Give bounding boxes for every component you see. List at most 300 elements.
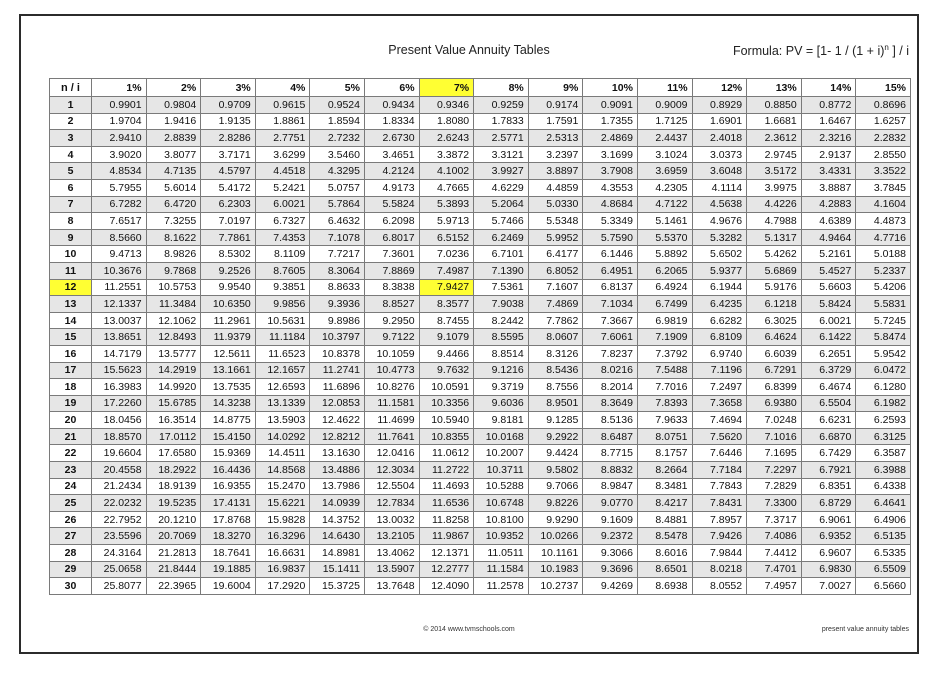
value-cell: 8.6501 xyxy=(637,561,692,578)
value-cell: 10.5940 xyxy=(419,412,474,429)
value-cell: 8.6016 xyxy=(637,545,692,562)
value-cell: 7.5620 xyxy=(692,428,747,445)
value-cell: 6.2065 xyxy=(637,262,692,279)
table-row xyxy=(50,561,911,578)
value-cell: 10.6748 xyxy=(474,495,529,512)
value-cell: 6.4951 xyxy=(583,262,638,279)
value-cell: 25.8077 xyxy=(92,578,147,595)
value-cell: 7.3300 xyxy=(747,495,802,512)
value-cell: 12.7834 xyxy=(364,495,419,512)
value-cell: 11.1581 xyxy=(364,395,419,412)
value-cell: 19.6004 xyxy=(201,578,256,595)
value-cell: 8.7715 xyxy=(583,445,638,462)
value-cell: 9.1609 xyxy=(583,511,638,528)
value-cell: 7.4694 xyxy=(692,412,747,429)
value-cell: 11.7641 xyxy=(364,428,419,445)
period-cell: 16 xyxy=(50,345,92,362)
value-cell: 9.3851 xyxy=(255,279,310,296)
value-cell: 6.7327 xyxy=(255,213,310,230)
value-cell: 13.0032 xyxy=(364,511,419,528)
value-cell: 6.9740 xyxy=(692,345,747,362)
value-cell: 11.9379 xyxy=(201,329,256,346)
value-cell: 6.3729 xyxy=(801,362,856,379)
value-cell: 8.9826 xyxy=(146,246,201,263)
value-cell: 9.9856 xyxy=(255,296,310,313)
value-cell: 4.1114 xyxy=(692,179,747,196)
period-cell: 14 xyxy=(50,312,92,329)
value-cell: 7.8393 xyxy=(637,395,692,412)
value-cell: 0.9174 xyxy=(528,97,583,114)
period-cell: 10 xyxy=(50,246,92,263)
value-cell: 7.4353 xyxy=(255,229,310,246)
value-cell: 1.9135 xyxy=(201,113,256,130)
header-rate: 15% xyxy=(856,79,911,97)
value-cell: 12.1062 xyxy=(146,312,201,329)
value-cell: 14.8981 xyxy=(310,545,365,562)
value-cell: 10.5631 xyxy=(255,312,310,329)
value-cell: 10.8378 xyxy=(310,345,365,362)
value-cell: 8.2014 xyxy=(583,379,638,396)
value-cell: 6.5660 xyxy=(856,578,911,595)
value-cell: 2.8550 xyxy=(856,146,911,163)
period-cell: 26 xyxy=(50,511,92,528)
period-cell: 13 xyxy=(50,296,92,313)
table-row xyxy=(50,262,911,279)
value-cell: 6.8399 xyxy=(747,379,802,396)
value-cell: 14.8775 xyxy=(201,412,256,429)
value-cell: 5.5370 xyxy=(637,229,692,246)
value-cell: 10.0591 xyxy=(419,379,474,396)
value-cell: 7.6061 xyxy=(583,329,638,346)
value-cell: 22.0232 xyxy=(92,495,147,512)
value-cell: 11.1184 xyxy=(255,329,310,346)
value-cell: 11.2961 xyxy=(201,312,256,329)
value-cell: 6.4632 xyxy=(310,213,365,230)
formula-suffix: ] / i xyxy=(888,44,909,59)
value-cell: 20.4558 xyxy=(92,462,147,479)
value-cell: 4.9173 xyxy=(364,179,419,196)
value-cell: 20.1210 xyxy=(146,511,201,528)
value-cell: 5.5348 xyxy=(528,213,583,230)
value-cell: 6.7101 xyxy=(474,246,529,263)
period-cell: 6 xyxy=(50,179,92,196)
table-row xyxy=(50,163,911,180)
copyright-footer: © 2014 www.tvmschools.com xyxy=(423,626,515,633)
table-row xyxy=(50,97,911,114)
value-cell: 9.3936 xyxy=(310,296,365,313)
value-cell: 8.0216 xyxy=(583,362,638,379)
value-cell: 6.4624 xyxy=(747,329,802,346)
value-cell: 9.7066 xyxy=(528,478,583,495)
value-cell: 6.7291 xyxy=(747,362,802,379)
value-cell: 12.0416 xyxy=(364,445,419,462)
value-cell: 4.6389 xyxy=(801,213,856,230)
value-cell: 5.7466 xyxy=(474,213,529,230)
value-cell: 4.7716 xyxy=(856,229,911,246)
value-cell: 5.6869 xyxy=(747,262,802,279)
value-cell: 10.2007 xyxy=(474,445,529,462)
value-cell: 0.9091 xyxy=(583,97,638,114)
value-cell: 6.6282 xyxy=(692,312,747,329)
value-cell: 9.4269 xyxy=(583,578,638,595)
value-cell: 14.9920 xyxy=(146,379,201,396)
value-cell: 16.9837 xyxy=(255,561,310,578)
value-cell: 5.1317 xyxy=(747,229,802,246)
value-cell: 0.9346 xyxy=(419,97,474,114)
value-cell: 15.5623 xyxy=(92,362,147,379)
value-cell: 8.0607 xyxy=(528,329,583,346)
value-cell: 9.5802 xyxy=(528,462,583,479)
value-cell: 5.3893 xyxy=(419,196,474,213)
value-cell: 5.4172 xyxy=(201,179,256,196)
value-cell: 5.4206 xyxy=(856,279,911,296)
period-cell: 4 xyxy=(50,146,92,163)
value-cell: 1.8080 xyxy=(419,113,474,130)
value-cell: 18.0456 xyxy=(92,412,147,429)
value-cell: 6.3988 xyxy=(856,462,911,479)
value-cell: 13.4062 xyxy=(364,545,419,562)
value-cell: 3.1024 xyxy=(637,146,692,163)
value-cell: 3.5460 xyxy=(310,146,365,163)
value-cell: 5.0188 xyxy=(856,246,911,263)
value-cell: 9.4466 xyxy=(419,345,474,362)
value-cell: 2.4018 xyxy=(692,130,747,147)
header-rate: 1% xyxy=(92,79,147,97)
value-cell: 4.9464 xyxy=(801,229,856,246)
value-cell: 7.7843 xyxy=(692,478,747,495)
value-cell: 3.5172 xyxy=(747,163,802,180)
value-cell: 7.3717 xyxy=(747,511,802,528)
value-cell: 6.1218 xyxy=(747,296,802,313)
value-cell: 12.1337 xyxy=(92,296,147,313)
value-cell: 12.5611 xyxy=(201,345,256,362)
value-cell: 5.8892 xyxy=(637,246,692,263)
value-cell: 3.9975 xyxy=(747,179,802,196)
value-cell: 10.5753 xyxy=(146,279,201,296)
header-rate: 11% xyxy=(637,79,692,97)
value-cell: 12.2777 xyxy=(419,561,474,578)
value-cell: 5.7245 xyxy=(856,312,911,329)
table-row xyxy=(50,362,911,379)
value-cell: 7.3255 xyxy=(146,213,201,230)
value-cell: 10.1983 xyxy=(528,561,583,578)
value-cell: 5.8424 xyxy=(801,296,856,313)
value-cell: 6.2593 xyxy=(856,412,911,429)
value-cell: 6.4641 xyxy=(856,495,911,512)
value-cell: 1.6257 xyxy=(856,113,911,130)
value-cell: 4.7665 xyxy=(419,179,474,196)
value-cell: 6.8109 xyxy=(692,329,747,346)
value-cell: 4.8534 xyxy=(92,163,147,180)
value-cell: 2.9745 xyxy=(747,146,802,163)
value-cell: 8.3481 xyxy=(637,478,692,495)
value-cell: 7.8957 xyxy=(692,511,747,528)
value-cell: 5.7955 xyxy=(92,179,147,196)
value-cell: 6.3125 xyxy=(856,428,911,445)
value-cell: 8.1622 xyxy=(146,229,201,246)
table-row xyxy=(50,279,911,296)
value-cell: 3.3872 xyxy=(419,146,474,163)
value-cell: 1.7355 xyxy=(583,113,638,130)
value-cell: 7.5361 xyxy=(474,279,529,296)
value-cell: 7.0248 xyxy=(747,412,802,429)
table-row xyxy=(50,412,911,429)
value-cell: 7.4086 xyxy=(747,528,802,545)
value-cell: 6.2303 xyxy=(201,196,256,213)
value-cell: 5.6014 xyxy=(146,179,201,196)
value-cell: 6.7921 xyxy=(801,462,856,479)
value-cell: 7.9426 xyxy=(692,528,747,545)
value-cell: 13.5903 xyxy=(255,412,310,429)
value-cell: 6.1982 xyxy=(856,395,911,412)
value-cell: 0.9434 xyxy=(364,97,419,114)
value-cell: 10.1161 xyxy=(528,545,583,562)
value-cell: 7.2497 xyxy=(692,379,747,396)
value-cell: 5.5831 xyxy=(856,296,911,313)
value-cell: 7.3667 xyxy=(583,312,638,329)
value-cell: 7.5488 xyxy=(637,362,692,379)
value-cell: 0.8772 xyxy=(801,97,856,114)
value-cell: 6.6039 xyxy=(747,345,802,362)
period-cell: 22 xyxy=(50,445,92,462)
value-cell: 5.7864 xyxy=(310,196,365,213)
value-cell: 7.1196 xyxy=(692,362,747,379)
value-cell: 11.3484 xyxy=(146,296,201,313)
period-cell: 15 xyxy=(50,329,92,346)
table-row xyxy=(50,428,911,445)
value-cell: 11.2741 xyxy=(310,362,365,379)
value-cell: 5.3349 xyxy=(583,213,638,230)
value-cell: 1.8594 xyxy=(310,113,365,130)
value-cell: 6.9352 xyxy=(801,528,856,545)
value-cell: 5.9542 xyxy=(856,345,911,362)
value-cell: 15.3725 xyxy=(310,578,365,595)
value-cell: 8.3577 xyxy=(419,296,474,313)
value-cell: 8.2442 xyxy=(474,312,529,329)
value-cell: 8.3126 xyxy=(528,345,583,362)
value-cell: 12.3034 xyxy=(364,462,419,479)
value-cell: 17.8768 xyxy=(201,511,256,528)
period-cell: 28 xyxy=(50,545,92,562)
value-cell: 9.1216 xyxy=(474,362,529,379)
value-cell: 2.3216 xyxy=(801,130,856,147)
value-cell: 4.4859 xyxy=(528,179,583,196)
value-cell: 11.2578 xyxy=(474,578,529,595)
value-cell: 13.1339 xyxy=(255,395,310,412)
value-cell: 7.4701 xyxy=(747,561,802,578)
value-cell: 5.2161 xyxy=(801,246,856,263)
value-cell: 16.3296 xyxy=(255,528,310,545)
value-cell: 15.2470 xyxy=(255,478,310,495)
value-cell: 12.4090 xyxy=(419,578,474,595)
header-rate: 7% xyxy=(419,79,474,97)
value-cell: 7.2297 xyxy=(747,462,802,479)
value-cell: 7.1390 xyxy=(474,262,529,279)
value-cell: 4.1604 xyxy=(856,196,911,213)
value-cell: 10.0266 xyxy=(528,528,583,545)
value-cell: 4.3553 xyxy=(583,179,638,196)
value-cell: 3.0373 xyxy=(692,146,747,163)
value-cell: 3.8897 xyxy=(528,163,583,180)
value-cell: 14.3238 xyxy=(201,395,256,412)
value-cell: 8.5595 xyxy=(474,329,529,346)
value-cell: 13.7648 xyxy=(364,578,419,595)
value-cell: 8.4217 xyxy=(637,495,692,512)
value-cell: 6.3587 xyxy=(856,445,911,462)
value-cell: 5.3282 xyxy=(692,229,747,246)
value-cell: 16.3514 xyxy=(146,412,201,429)
value-cell: 3.2397 xyxy=(528,146,583,163)
value-cell: 8.8633 xyxy=(310,279,365,296)
table-row xyxy=(50,229,911,246)
value-cell: 3.7845 xyxy=(856,179,911,196)
value-cell: 6.5135 xyxy=(856,528,911,545)
value-cell: 5.9377 xyxy=(692,262,747,279)
period-cell: 3 xyxy=(50,130,92,147)
value-cell: 20.7069 xyxy=(146,528,201,545)
value-cell: 1.7125 xyxy=(637,113,692,130)
value-cell: 3.6299 xyxy=(255,146,310,163)
value-cell: 4.5797 xyxy=(201,163,256,180)
value-cell: 9.7632 xyxy=(419,362,474,379)
value-cell: 4.2305 xyxy=(637,179,692,196)
value-cell: 15.4150 xyxy=(201,428,256,445)
value-cell: 25.0658 xyxy=(92,561,147,578)
period-cell: 24 xyxy=(50,478,92,495)
value-cell: 5.2337 xyxy=(856,262,911,279)
value-cell: 7.4412 xyxy=(747,545,802,562)
value-cell: 12.1371 xyxy=(419,545,474,562)
value-cell: 11.6523 xyxy=(255,345,310,362)
value-cell: 0.8696 xyxy=(856,97,911,114)
value-cell: 6.9380 xyxy=(747,395,802,412)
value-cell: 2.7232 xyxy=(310,130,365,147)
value-cell: 15.9369 xyxy=(201,445,256,462)
value-cell: 9.0770 xyxy=(583,495,638,512)
value-cell: 4.9676 xyxy=(692,213,747,230)
value-cell: 8.7455 xyxy=(419,312,474,329)
value-cell: 3.8077 xyxy=(146,146,201,163)
value-cell: 10.5288 xyxy=(474,478,529,495)
value-cell: 8.7556 xyxy=(528,379,583,396)
value-cell: 14.0939 xyxy=(310,495,365,512)
value-cell: 6.4338 xyxy=(856,478,911,495)
value-cell: 7.2829 xyxy=(747,478,802,495)
value-cell: 8.5478 xyxy=(637,528,692,545)
value-cell: 2.3612 xyxy=(747,130,802,147)
value-cell: 8.4881 xyxy=(637,511,692,528)
value-cell: 5.4527 xyxy=(801,262,856,279)
header-rate: 12% xyxy=(692,79,747,97)
value-cell: 4.1002 xyxy=(419,163,474,180)
value-cell: 6.8052 xyxy=(528,262,583,279)
value-cell: 19.1885 xyxy=(201,561,256,578)
table-row xyxy=(50,179,911,196)
value-cell: 4.2883 xyxy=(801,196,856,213)
value-cell: 6.6231 xyxy=(801,412,856,429)
value-cell: 6.5509 xyxy=(856,561,911,578)
value-cell: 6.1280 xyxy=(856,379,911,396)
value-cell: 6.4674 xyxy=(801,379,856,396)
value-cell: 7.8237 xyxy=(583,345,638,362)
value-cell: 10.9352 xyxy=(474,528,529,545)
value-cell: 11.2722 xyxy=(419,462,474,479)
value-cell: 8.0751 xyxy=(637,428,692,445)
value-cell: 8.8832 xyxy=(583,462,638,479)
value-cell: 2.4869 xyxy=(583,130,638,147)
value-cell: 1.6901 xyxy=(692,113,747,130)
value-cell: 7.1078 xyxy=(310,229,365,246)
value-cell: 2.5313 xyxy=(528,130,583,147)
value-cell: 7.4869 xyxy=(528,296,583,313)
value-cell: 2.2832 xyxy=(856,130,911,147)
value-cell: 13.4886 xyxy=(310,462,365,479)
value-cell: 8.0218 xyxy=(692,561,747,578)
value-cell: 3.9927 xyxy=(474,163,529,180)
value-cell: 12.1657 xyxy=(255,362,310,379)
header-rate: 10% xyxy=(583,79,638,97)
value-cell: 6.2651 xyxy=(801,345,856,362)
value-cell: 13.0037 xyxy=(92,312,147,329)
table-body xyxy=(50,97,911,595)
value-cell: 16.6631 xyxy=(255,545,310,562)
period-cell: 23 xyxy=(50,462,92,479)
value-cell: 5.5824 xyxy=(364,196,419,213)
value-cell: 18.8570 xyxy=(92,428,147,445)
value-cell: 7.3792 xyxy=(637,345,692,362)
value-cell: 8.5302 xyxy=(201,246,256,263)
value-cell: 22.7952 xyxy=(92,511,147,528)
period-cell: 17 xyxy=(50,362,92,379)
value-cell: 7.1016 xyxy=(747,428,802,445)
value-cell: 2.9410 xyxy=(92,130,147,147)
value-cell: 8.8514 xyxy=(474,345,529,362)
value-cell: 6.7499 xyxy=(637,296,692,313)
value-cell: 22.3965 xyxy=(146,578,201,595)
value-cell: 3.8887 xyxy=(801,179,856,196)
value-cell: 9.4713 xyxy=(92,246,147,263)
value-cell: 4.7988 xyxy=(747,213,802,230)
value-cell: 23.5596 xyxy=(92,528,147,545)
value-cell: 5.1461 xyxy=(637,213,692,230)
header-rate: 3% xyxy=(201,79,256,97)
value-cell: 6.9819 xyxy=(637,312,692,329)
period-cell: 21 xyxy=(50,428,92,445)
value-cell: 4.6229 xyxy=(474,179,529,196)
value-cell: 8.3649 xyxy=(583,395,638,412)
value-cell: 1.6467 xyxy=(801,113,856,130)
value-cell: 17.2920 xyxy=(255,578,310,595)
value-cell: 6.8351 xyxy=(801,478,856,495)
value-cell: 8.5136 xyxy=(583,412,638,429)
value-cell: 7.9844 xyxy=(692,545,747,562)
value-cell: 8.1757 xyxy=(637,445,692,462)
table-row xyxy=(50,113,911,130)
value-cell: 11.6536 xyxy=(419,495,474,512)
value-cell: 17.0112 xyxy=(146,428,201,445)
value-cell: 13.1661 xyxy=(201,362,256,379)
value-cell: 0.9709 xyxy=(201,97,256,114)
value-cell: 11.8258 xyxy=(419,511,474,528)
value-cell: 6.2469 xyxy=(474,229,529,246)
value-cell: 5.2421 xyxy=(255,179,310,196)
period-cell: 2 xyxy=(50,113,92,130)
value-cell: 10.3797 xyxy=(310,329,365,346)
value-cell: 10.8276 xyxy=(364,379,419,396)
value-cell: 3.7908 xyxy=(583,163,638,180)
value-cell: 16.3983 xyxy=(92,379,147,396)
value-cell: 5.2064 xyxy=(474,196,529,213)
